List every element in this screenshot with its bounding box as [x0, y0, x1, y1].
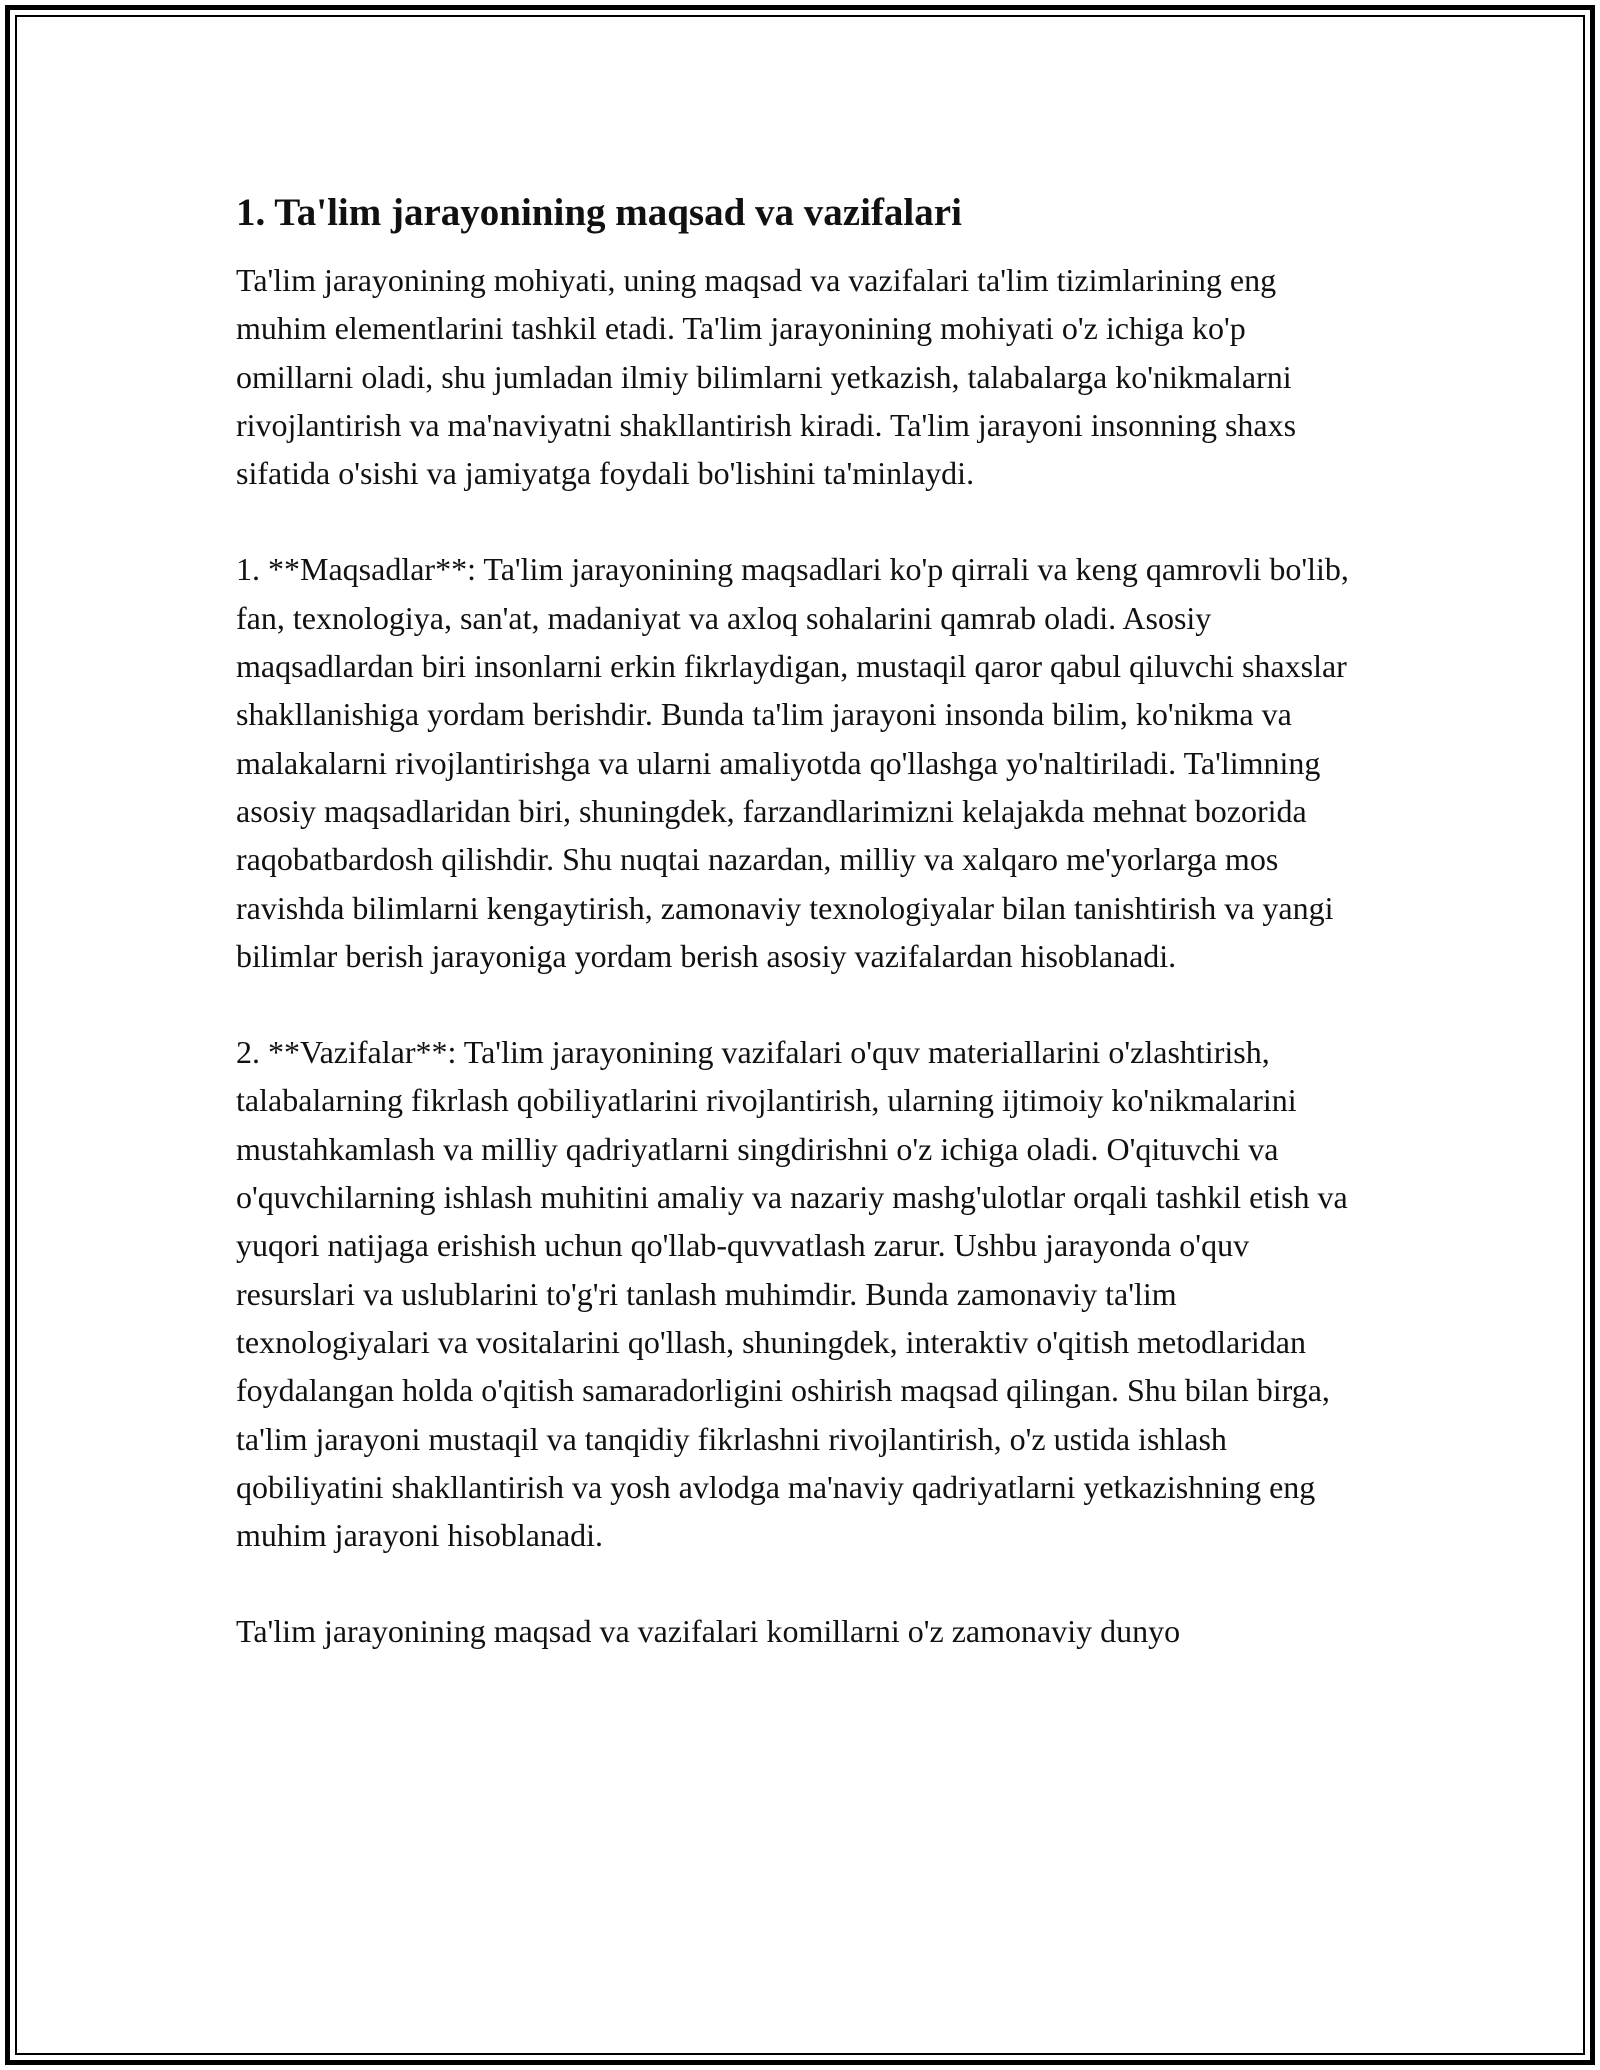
- paragraph-goals: 1. **Maqsadlar**: Ta'lim jarayonining maqsadlari ko'p qirrali va keng qamrovli bo'lib, fan, texnologiya, san'at, madaniyat va axloq sohalarini qamrab oladi. Asosiy maqsadlardan biri insonlarni erkin fikrlaydigan, mustaqil qaror qabul qiluvchi shaxslar shakllanishiga yordam berishdir. Bunda ta'lim jarayoni insonda bilim, ko'nikma va malakalarni rivojlantirishga va ularni amaliyotda qo'llashga yo'naltiriladi. Ta'limning asosiy maqsadlaridan biri, shuningdek, farzandlarimizni kelajakda mehnat bozorida raqobatbardosh qilishdir. Shu nuqtai nazardan, milliy va xalqaro me'yorlarga mos ravishda bilimlarni kengaytirish, zamonaviy texnologiyalar bilan tanishtirish va yangi bilimlar berish jarayoniga yordam berish asosiy vazifalardan hisoblanadi.: [236, 551, 1349, 974]
- section-heading: 1. Ta'lim jarayonining maqsad va vazifalari: [236, 191, 962, 234]
- paragraph-intro: Ta'lim jarayonining mohiyati, uning maqsad va vazifalari ta'lim tizimlarining eng muhim elementlarini tashkil etadi. Ta'lim jarayonining mohiyati o'z ichiga ko'p omillarni oladi, shu jumladan ilmiy bilimlarni yetkazish, talabalarga ko'nikmalarni rivojlantirish va ma'naviyatni shakllantirish kiradi. Ta'lim jarayoni insonning shaxs sifatida o'sishi va jamiyatga foydali bo'lishini ta'minlaydi.: [236, 262, 1297, 492]
- paragraph-conclusion: Ta'lim jarayonining maqsad va vazifalari komillarni o'z zamonaviy dunyo: [236, 1613, 1181, 1650]
- paragraph-tasks: 2. **Vazifalar**: Ta'lim jarayonining vazifalari o'quv materiallarini o'zlashtirish, talabalarning fikrlash qobiliyatlarini rivojlantirish, ularning ijtimoiy ko'nikmalarini mustahkamlash va milliy qadriyatlarni singdirishni o'z ichiga oladi. O'qituvchi va o'quvchilarning ishlash muhitini amaliy va nazariy mashg'ulotlar orqali tashkil etish va yuqori natijaga erishish uchun qo'llab-quvvatlash zarur. Ushbu jarayonda o'quv resurslari va uslublarini to'g'ri tanlash muhimdir. Bunda zamonaviy ta'lim texnologiyalari va vositalarini qo'llash, shuningdek, interaktiv o'qitish metodlaridan foydalangan holda o'qitish samaradorligini oshirish maqsad qilingan. Shu bilan birga, ta'lim jarayoni mustaqil va tanqidiy fikrlashni rivojlantirish, o'z ustida ishlash qobiliyatini shakllantirish va yosh avlodga ma'naviy qadriyatlarni yetkazishning eng muhim jarayoni hisoblanadi.: [236, 1034, 1348, 1554]
- document-body: [236, 186, 1366, 1704]
